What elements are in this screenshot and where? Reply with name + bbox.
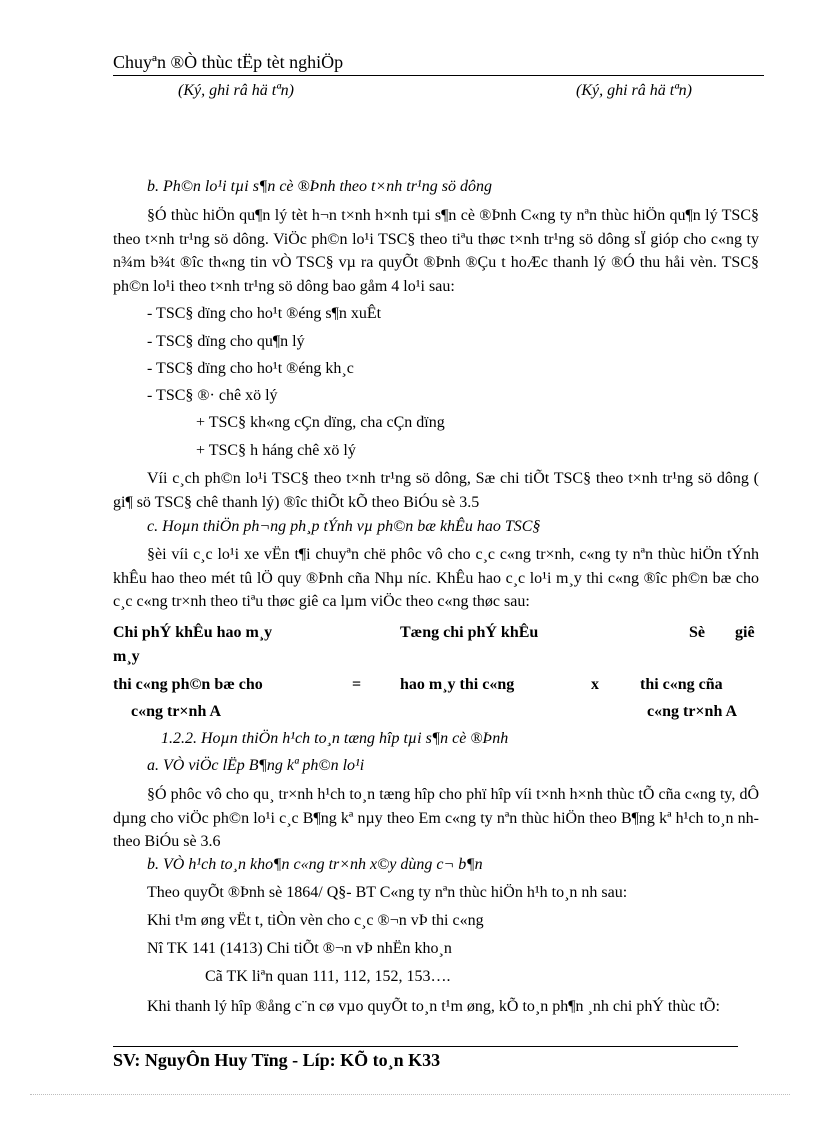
- accounting-entry-credit: Cã TK liªn quan 111, 112, 152, 153….: [205, 968, 451, 985]
- paragraph-5: Khi thanh lý hîp ®ång c¨n cø vµo quyÕt to¸n t¹m øng, kÕ to¸n ph¶n ¸nh chi phÝ thùc tÕ:: [147, 998, 720, 1015]
- formula-left-top: Chi phÝ khÊu hao m¸y: [113, 624, 273, 641]
- formula-center-top: Tæng chi phÝ khÊu: [400, 624, 539, 641]
- header-rule: [113, 75, 764, 76]
- paragraph-1: §Ó thùc hiÖn qu¶n lý tèt h¬n t×nh h×nh tµi s¶n cè ®Þnh C«ng ty nªn thùc hiÖn qu¶n lý TSC§ theo t×nh tr¹ng sö dông. ViÖc ph©n lo¹i TSC§ theo tiªu thøc t×nh tr¹ng sö dông sÏ gióp cho c«ng ty n¾m b¾t ®îc th«ng tin vÒ TSC§ vµ ra quyÕt ®Þnh ®Çu t hoÆc thanh lý ®Ó thu håi vèn. TSC§ ph©n lo¹i theo t×nh tr¹ng sö dông bao gåm 4 lo¹i sau:: [113, 207, 759, 295]
- formula-left-mid: thi c«ng ph©n bæ cho: [113, 676, 263, 693]
- formula-right-bottom: c«ng tr×nh A: [647, 703, 738, 720]
- heading-1-2-2: 1.2.2. Hoµn thiÖn h¹ch to¸n tæng hîp tµi s¶n cè ®Þnh: [161, 730, 509, 747]
- paragraph-4: §Ó phôc vô cho qu¸ tr×nh h¹ch to¸n tæng hîp cho phï hîp víi t×nh h×nh thùc tÕ cña c«ng ty, dÔ dµng cho viÖc ph©n lo¹i c¸c B¶ng kª nµy theo Em c«ng ty nªn thùc hiÖn theo B¶ng kª h¹ch to¸n nh theo BiÓu sè 3.6: [113, 786, 759, 850]
- formula-left-top-2: m¸y: [113, 648, 140, 665]
- formula-right-top-1: Sè: [689, 624, 705, 641]
- heading-b: b. Ph©n lo¹i tµi s¶n cè ®Þnh theo t×nh tr¹ng sö dông: [147, 178, 492, 195]
- sub-list-item: + TSC§ kh«ng cÇn dïng, cha cÇn dïng: [196, 414, 445, 431]
- text-line: Theo quyÕt ®Þnh sè 1864/ Q§- BT C«ng ty nªn thùc hiÖn h¹h to¸n nh sau:: [147, 884, 628, 901]
- signature-right: (Ký, ghi râ hä tªn): [576, 82, 692, 99]
- footer-rule: [113, 1046, 738, 1047]
- formula-equals: =: [352, 676, 362, 693]
- sub-list-item: + TSC§ h háng chê xö lý: [196, 442, 356, 459]
- formula-center-mid: hao m¸y thi c«ng: [400, 676, 515, 693]
- list-item: - TSC§ dïng cho ho¹t ®éng kh¸c: [147, 360, 354, 377]
- list-item: - TSC§ ®· chê xö lý: [147, 387, 278, 404]
- page-header-title: Chuyªn ®Ò thùc tËp tèt nghiÖp: [113, 52, 344, 72]
- formula-left-bottom: c«ng tr×nh A: [131, 703, 222, 720]
- accounting-entry-debit: Nî TK 141 (1413) Chi tiÕt ®¬n vÞ nhËn kho¸n: [147, 940, 452, 957]
- signature-left: (Ký, ghi râ hä tªn): [178, 82, 294, 99]
- paragraph-3: §èi víi c¸c lo¹i xe vËn t¶i chuyªn chë phôc vô cho c¸c c«ng tr×nh, c«ng ty nªn thùc hiÖn tÝnh khÊu hao theo mét tû lÖ quy ®Þnh cña Nhµ níc. KhÊu hao c¸c lo¹i m¸y thi c«ng ®îc ph©n bæ cho c¸c c«ng tr×nh theo tiªu thøc giê ca lµm viÖc theo c«ng thøc sau:: [113, 546, 759, 610]
- list-item: - TSC§ dïng cho ho¹t ®éng s¶n xuÊt: [147, 305, 382, 322]
- page-bottom-border: [30, 1094, 790, 1095]
- paragraph-2: Víi c¸ch ph©n lo¹i TSC§ theo t×nh tr¹ng sö dông, Sæ chi tiÕt TSC§ theo t×nh tr¹ng sö dông ( gi¶ sö TSC§ chê thanh lý) ®îc thiÕt kÕ theo BiÓu sè 3.5: [113, 470, 759, 511]
- formula-right-top-2: giê: [735, 624, 755, 641]
- text-line: Khi t¹m øng vËt t, tiÒn vèn cho c¸c ®¬n vÞ thi c«ng: [147, 912, 484, 929]
- heading-a: a. VÒ viÖc lËp B¶ng kª ph©n lo¹i: [147, 757, 365, 774]
- heading-b-2: b. VÒ h¹ch to¸n kho¶n c«ng tr×nh x©y dùng c¬ b¶n: [147, 856, 483, 873]
- formula-times: x: [591, 676, 599, 693]
- list-item: - TSC§ dïng cho qu¶n lý: [147, 333, 305, 350]
- page-footer: SV: NguyÔn Huy Tïng - Líp: KÕ to¸n K33: [113, 1050, 441, 1070]
- heading-c: c. Hoµn thiÖn ph¬ng ph¸p tÝnh vµ ph©n bæ khÊu hao TSC§: [147, 518, 541, 535]
- formula-right-mid: thi c«ng cña: [640, 676, 723, 693]
